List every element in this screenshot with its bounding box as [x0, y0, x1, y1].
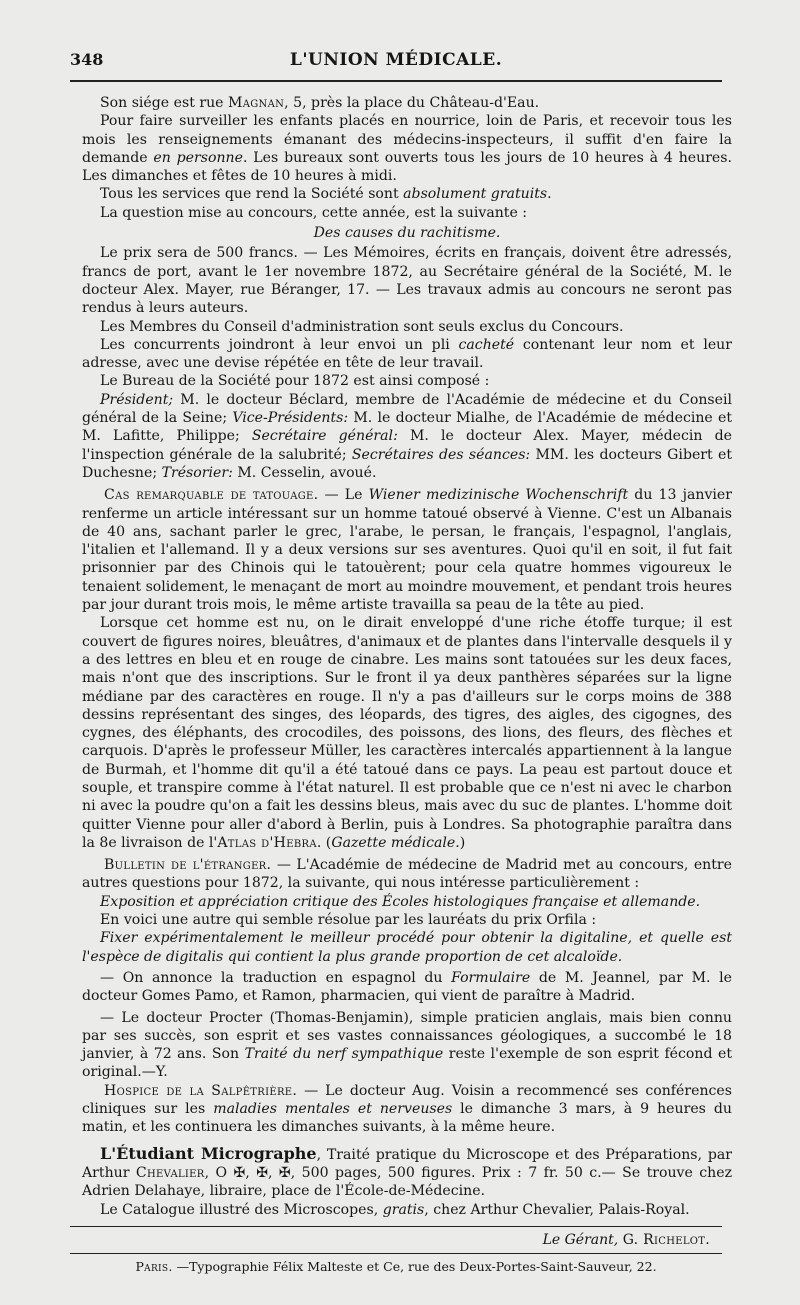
imprint-line: Paris. —Typographie Félix Malteste et Ce, rue des Deux-Portes-Saint-Sauveur, 22.: [135, 1259, 657, 1274]
paragraph-question: La question mise au concours, cette année, est la suivante :: [100, 204, 528, 221]
paragraph-formulaire: — On annonce la traduction en espagnol du Formulaire de M. Jeannel, par M. le docteur Gomes Pamo, et Ramon, pharmacien, qui vient de paraître à Madrid.: [82, 969, 733, 1005]
paragraph-tattoo: Cas remarquable de tatouage. — Le Wiener medizinische Wochenschrift du 13 janvier renferme un article intéressant sur un homme tatoué observé à Vienne. C'est un Albanais de 40 ans, sachant parler le grec, l'arabe, le persan, le français, l'espagnol, l'anglais, l'italien et l'allemand. Il y a deux versions sur ses aventures. Quoi qu'il en soit, il fut fait prisonnier par des Chinois qui le tatouèrent; pour cela quatre hommes vigoureux le tenaient solidement, le menaçant de mort au moindre mouvement, et pendant trois heures par jour durant trois mois, le même artiste travailla sa peau de la tête au pied.: [82, 487, 732, 614]
article-body: [82, 94, 732, 1219]
paragraph-bureau-members: Président; M. le docteur Béclard, membre de l'Académie de médecine et du Conseil général de la Seine; Vice-Présidents: M. le docteur Mialhe, de l'Académie de médecine et M. Lafitte, Philippe; Secrétaire général: M. le docteur Alex. Mayer, médecin de l'inspection générale de la salubrité; Secrétaires des séances: MM. les docteurs Gibert et Duchesne; Trésorier: M. Cesselin, avoué.: [82, 391, 733, 481]
paragraph-concurrents: Les concurrents joindront à leur envoi un pli cacheté contenant leur nom et leur adresse, avec une devise répétée en tête de leur travail.: [82, 336, 732, 372]
paragraph-orfila: En voici une autre qui semble résolue par les lauréats du prix Orfila :: [100, 912, 597, 929]
paragraph-contest-question-1: Exposition et appréciation critique des Écoles histologiques française et allemande.: [100, 893, 701, 910]
journal-title: L'UNION MÉDICALE.: [289, 50, 503, 70]
gerant-signature: Le Gérant, G. Richelot.: [542, 1232, 710, 1248]
footer-rule-top: [70, 1226, 722, 1227]
paragraph-contest-question-2: Fixer expérimentalement le meilleur procédé pour obtenir la digitaline, et quelle est l'espèce de digitalis qui contient la plus grande proportion de cet alcaloïde.: [82, 930, 732, 965]
paragraph-procter: — Le docteur Procter (Thomas-Benjamin), simple praticien anglais, mais bien connu par ses succès, son esprit et ses vastes connaissances géologiques, a succombé le 18 janvier, à 72 ans. Son Traité du nerf sympathique reste l'exemple de son esprit fécond et original.—Y.: [82, 1009, 732, 1081]
paragraph-tattoo-description: Lorsque cet homme est nu, on le dirait enveloppé d'une riche étoffe turque; il est couvert de figures noires, bleuâtres, d'animaux et de plantes dans l'intervalle desquels il y a des lettres en bleu et en rouge de cinabre. Les mains sont tatouées sur les deux faces, mais n'ont que des inscriptions. Sur le front il ya deux panthères séparées sur la ligne médiane par des caractères en rouge. Il n'y a pas d'ailleurs sur le corps moins de 388 dessins représentant des singes, des léopards, des tigres, des aigles, des cigognes, des cygnes, des éléphants, des crocodiles, des poissons, des lions, des fleurs, des flèches et carquois. D'après le professeur Müller, les caractères intercalés appartiennent à la langue de Burmah, et l'homme dit qu'il a été tatoué dans ce pays. La peau est partout douce et souple, et transpire comme à l'état naturel. Il est probable que ce n'est ni avec le charbon ni avec la poudre qu'on a fait les dessins bleus, mais avec du suc de plantes. L'homme doit quitter Vienne pour aller d'abord à Berlin, puis à Londres. Sa photographie paraîtra dans la 8e livraison de l'Atlas d'Hebra. (Gazette médicale.): [82, 615, 732, 851]
contest-title: Des causes du rachitisme.: [313, 225, 501, 242]
paragraph-exclusion: Les Membres du Conseil d'administration sont seuls exclus du Concours.: [100, 318, 624, 335]
page-number: 348: [70, 50, 104, 69]
paragraph-salpetriere: Hospice de la Salpêtrière. — Le docteur Aug. Voisin a recommencé ses conférences cliniques sur les maladies mentales et nerveuses le dimanche 3 mars, à 9 heures du matin, et les continuera les dimanches suivants, à la même heure.: [82, 1082, 732, 1136]
footer-rule-bottom: [70, 1253, 722, 1254]
paragraph-address: Son siége est rue Magnan, 5, près la place du Château-d'Eau.: [100, 95, 540, 111]
paragraph-bureau: Le Bureau de la Société pour 1872 est ainsi composé :: [100, 373, 490, 390]
paragraph-services: Tous les services que rend la Société sont absolument gratuits.: [100, 186, 552, 203]
header-rule: [70, 80, 722, 82]
paragraph-catalogue: Le Catalogue illustré des Microscopes, gratis, chez Arthur Chevalier, Palais-Royal.: [100, 1201, 690, 1218]
page-header: [70, 50, 722, 76]
paragraph-foreign-bulletin: Bulletin de l'étranger. — L'Académie de médecine de Madrid met au concours, entre autres questions pour 1872, la suivante, qui nous intéresse particulièrement :: [82, 857, 733, 892]
paragraph-surveillance: Pour faire surveiller les enfants placés en nourrice, loin de Paris, et recevoir tous les mois les renseignements émanant des médecins-inspecteurs, il suffit d'en faire la demande en personne. Les bureaux sont ouverts tous les jours de 10 heures à 4 heures. Les dimanches et fêtes de 10 heures à midi.: [82, 113, 732, 185]
paragraph-prize: Le prix sera de 500 francs. — Les Mémoires, écrits en français, doivent être adressés, francs de port, avant le 1er novembre 1872, au Secrétaire général de la Société, M. le docteur Alex. Mayer, rue Béranger, 17. — Les travaux admis au concours ne seront pas rendus à leurs auteurs.: [82, 245, 732, 317]
paragraph-advertisement: L'Étudiant Micrographe, Traité pratique du Microscope et des Préparations, par Arthur Chevalier, O ✠, ✠, ✠, 500 pages, 500 figures. Prix : 7 fr. 50 c.— Se trouve chez Adrien Delahaye, libraire, place de l'École-de-Médecine.: [82, 1143, 733, 1200]
